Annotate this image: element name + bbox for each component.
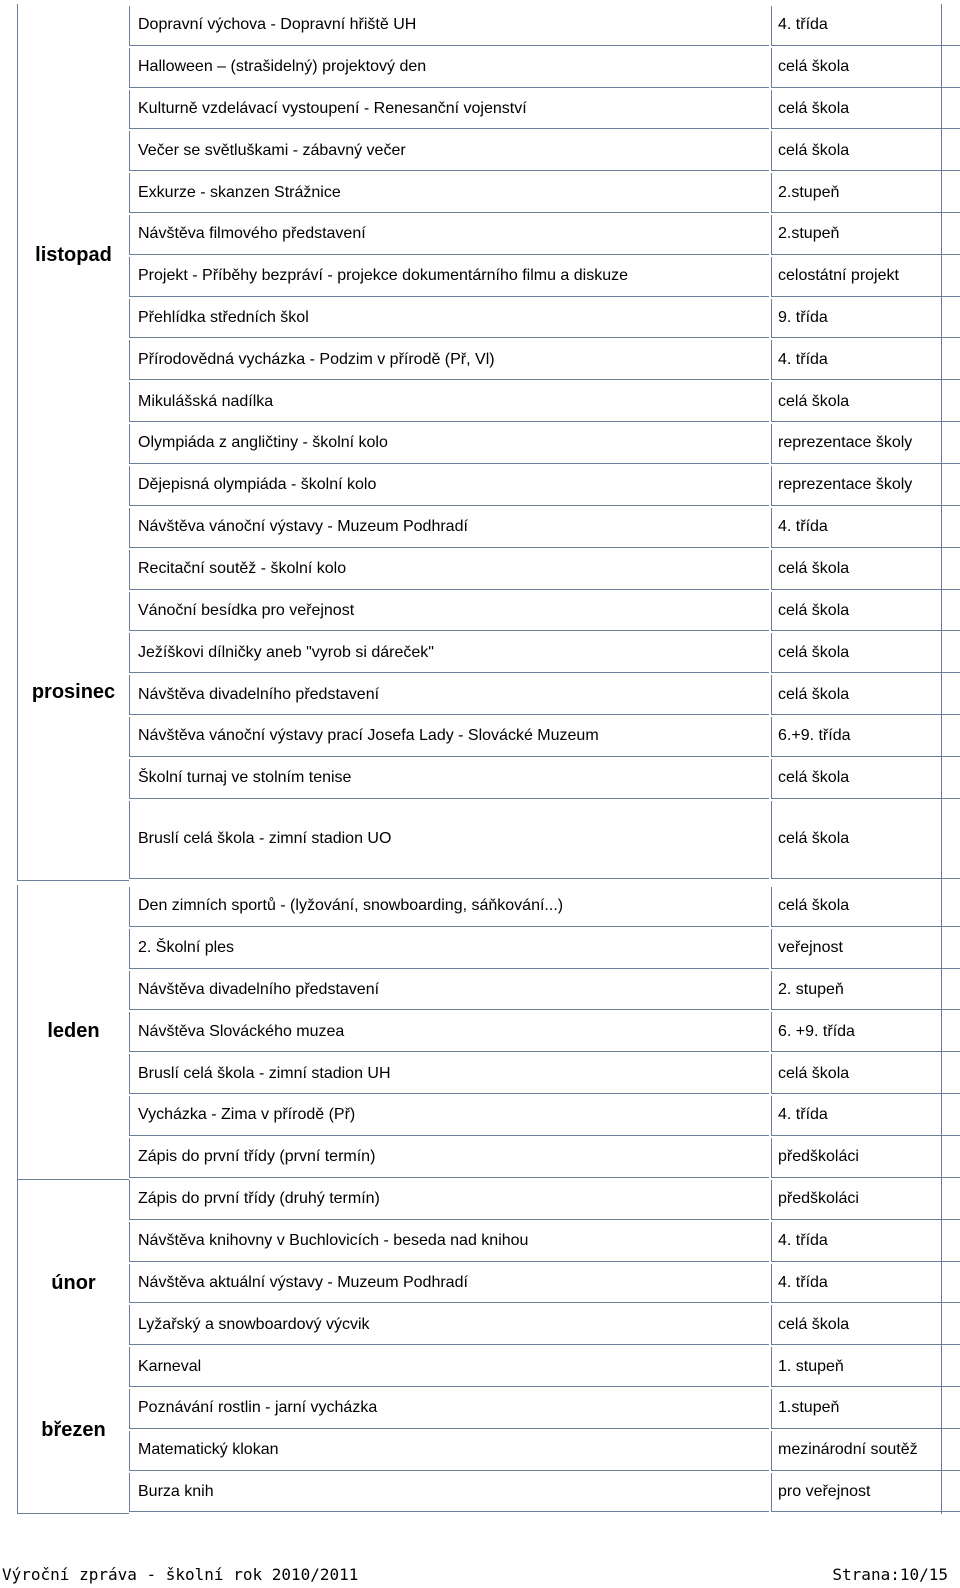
month-cell-listopad xyxy=(17,4,129,508)
event-name-cell: Ježíškovi dílničky aneb "vyrob si dáreček" xyxy=(129,633,769,673)
event-name-cell: Bruslí celá škola - zimní stadion UH xyxy=(129,1054,769,1094)
event-name-cell: Den zimních sportů - (lyžování, snowboarding, sáňkování...) xyxy=(129,887,769,927)
table-row xyxy=(129,1138,941,1180)
table-row xyxy=(129,887,941,929)
event-audience-cell: 4. třída xyxy=(771,340,960,380)
event-audience-cell: celá škola xyxy=(771,550,960,590)
footer-page-number: Strana:10/15 xyxy=(832,1565,948,1584)
table-right-border xyxy=(941,4,942,1514)
event-name-cell: Návštěva Slováckého muzea xyxy=(129,1012,769,1052)
event-audience-cell: 6.+9. třída xyxy=(771,717,960,757)
event-name-cell: Dějepisná olympiáda - školní kolo xyxy=(129,466,769,506)
event-name-cell: Zápis do první třídy (první termín) xyxy=(129,1138,769,1178)
table-row xyxy=(129,550,941,592)
table-row xyxy=(129,759,941,801)
table-row xyxy=(129,1347,941,1389)
event-name-cell: Karneval xyxy=(129,1347,769,1387)
event-audience-cell: celá škola xyxy=(771,1305,960,1345)
table-row xyxy=(129,382,941,424)
event-audience-cell: reprezentace školy xyxy=(771,466,960,506)
table-row xyxy=(129,1096,941,1138)
event-name-cell: Recitační soutěž - školní kolo xyxy=(129,550,769,590)
event-audience-cell: 2.stupeň xyxy=(771,215,960,255)
event-name-cell: Návštěva divadelního představení xyxy=(129,971,769,1011)
month-label: únor xyxy=(51,1272,96,1294)
event-name-cell: Zápis do první třídy (druhý termín) xyxy=(129,1180,769,1220)
event-name-cell: Exkurze - skanzen Strážnice xyxy=(129,173,769,213)
event-audience-cell: 1. stupeň xyxy=(771,1347,960,1387)
event-name-cell: Halloween – (strašidelný) projektový den xyxy=(129,48,769,88)
event-name-cell: Poznávání rostlin - jarní vycházka xyxy=(129,1389,769,1429)
event-name-cell: Lyžařský a snowboardový výcvik xyxy=(129,1305,769,1345)
table-row xyxy=(129,257,941,299)
month-label: prosinec xyxy=(31,681,116,704)
table-row xyxy=(129,340,941,382)
table-row xyxy=(129,633,941,675)
event-name-cell: Návštěva knihovny v Buchlovicích - beseda nad knihou xyxy=(129,1222,769,1262)
month-label: listopad xyxy=(35,244,112,267)
event-audience-cell: 6. +9. třída xyxy=(771,1012,960,1052)
event-name-cell: Dopravní výchova - Dopravní hřiště UH xyxy=(129,6,769,46)
table-row xyxy=(129,929,941,971)
event-audience-cell: 4. třída xyxy=(771,508,960,548)
event-name-cell: Návštěva filmového představení xyxy=(129,215,769,255)
table-row xyxy=(129,1305,941,1347)
event-name-cell: 2. Školní ples xyxy=(129,929,769,969)
event-audience-cell: celá škola xyxy=(771,131,960,171)
event-audience-cell: celostátní projekt xyxy=(771,257,960,297)
table-row xyxy=(129,48,941,90)
table-row xyxy=(129,1389,941,1431)
event-audience-cell: celá škola xyxy=(771,801,960,879)
event-audience-cell: mezinárodní soutěž xyxy=(771,1431,960,1471)
footer-title: Výroční zpráva - školní rok 2010/2011 xyxy=(2,1565,359,1584)
event-audience-cell: veřejnost xyxy=(771,929,960,969)
table-row xyxy=(129,801,941,881)
event-audience-cell: 4. třída xyxy=(771,1264,960,1304)
table-row xyxy=(129,592,941,634)
event-name-cell: Bruslí celá škola - zimní stadion UO xyxy=(129,801,769,879)
table-row xyxy=(129,1180,941,1222)
event-name-cell: Školní turnaj ve stolním tenise xyxy=(129,759,769,799)
event-name-cell: Vánoční besídka pro veřejnost xyxy=(129,592,769,632)
event-audience-cell: 2.stupeň xyxy=(771,173,960,213)
event-name-cell: Olympiáda z angličtiny - školní kolo xyxy=(129,424,769,464)
event-audience-cell: celá škola xyxy=(771,592,960,632)
table-row xyxy=(129,6,941,48)
event-audience-cell: 4. třída xyxy=(771,1096,960,1136)
event-name-cell: Návštěva divadelního představení xyxy=(129,675,769,715)
event-audience-cell: celá škola xyxy=(771,887,960,927)
event-audience-cell: předškoláci xyxy=(771,1180,960,1220)
event-audience-cell: celá škola xyxy=(771,759,960,799)
table-row xyxy=(129,90,941,132)
event-audience-cell: celá škola xyxy=(771,1054,960,1094)
event-name-cell: Vycházka - Zima v přírodě (Př) xyxy=(129,1096,769,1136)
event-audience-cell: celá škola xyxy=(771,90,960,130)
month-label: leden xyxy=(47,1020,100,1043)
page-footer xyxy=(0,1560,960,1588)
table-row xyxy=(129,675,941,717)
table-row xyxy=(129,131,941,173)
table-row xyxy=(129,508,941,550)
event-audience-cell: 1.stupeň xyxy=(771,1389,960,1429)
event-name-cell: Kulturně vzdelávací vystoupení - Renesanční vojenství xyxy=(129,90,769,130)
table-row xyxy=(129,1264,941,1306)
event-name-cell: Návštěva vánoční výstavy - Muzeum Podhradí xyxy=(129,508,769,548)
table-row xyxy=(129,1473,941,1515)
month-cell-leden xyxy=(17,885,129,1180)
event-audience-cell: celá škola xyxy=(771,675,960,715)
event-audience-cell: 2. stupeň xyxy=(771,971,960,1011)
table-row xyxy=(129,466,941,508)
table-row xyxy=(129,424,941,466)
event-audience-cell: reprezentace školy xyxy=(771,424,960,464)
event-name-cell: Návštěva vánoční výstavy prací Josefa Lady - Slovácké Muzeum xyxy=(129,717,769,757)
event-audience-cell: pro veřejnost xyxy=(771,1473,960,1513)
table-row xyxy=(129,215,941,257)
event-name-cell: Večer se světluškami - zábavný večer xyxy=(129,131,769,171)
table-row xyxy=(129,971,941,1013)
table-row xyxy=(129,299,941,341)
event-name-cell: Matematický klokan xyxy=(129,1431,769,1471)
event-name-cell: Burza knih xyxy=(129,1473,769,1513)
event-audience-cell: celá škola xyxy=(771,633,960,673)
month-cell-brezen xyxy=(17,1347,129,1514)
month-cell-prosinec xyxy=(17,506,129,881)
event-name-cell: Přírodovědná vycházka - Podzim v přírodě (Př, Vl) xyxy=(129,340,769,380)
event-audience-cell: celá škola xyxy=(771,48,960,88)
table-row xyxy=(129,1431,941,1473)
event-audience-cell: 4. třída xyxy=(771,1222,960,1262)
event-name-cell: Projekt - Příběhy bezpráví - projekce dokumentárního filmu a diskuze xyxy=(129,257,769,297)
table-row xyxy=(129,173,941,215)
event-audience-cell: celá škola xyxy=(771,382,960,422)
table-row xyxy=(129,1222,941,1264)
event-audience-cell: předškoláci xyxy=(771,1138,960,1178)
event-name-cell: Návštěva aktuální výstavy - Muzeum Podhradí xyxy=(129,1264,769,1304)
table-row xyxy=(129,1012,941,1054)
event-audience-cell: 4. třída xyxy=(771,6,960,46)
event-audience-cell: 9. třída xyxy=(771,299,960,339)
table-row xyxy=(129,1054,941,1096)
month-label: březen xyxy=(41,1418,106,1441)
event-name-cell: Přehlídka středních škol xyxy=(129,299,769,339)
table-row xyxy=(129,717,941,759)
event-name-cell: Mikulášská nadílka xyxy=(129,382,769,422)
